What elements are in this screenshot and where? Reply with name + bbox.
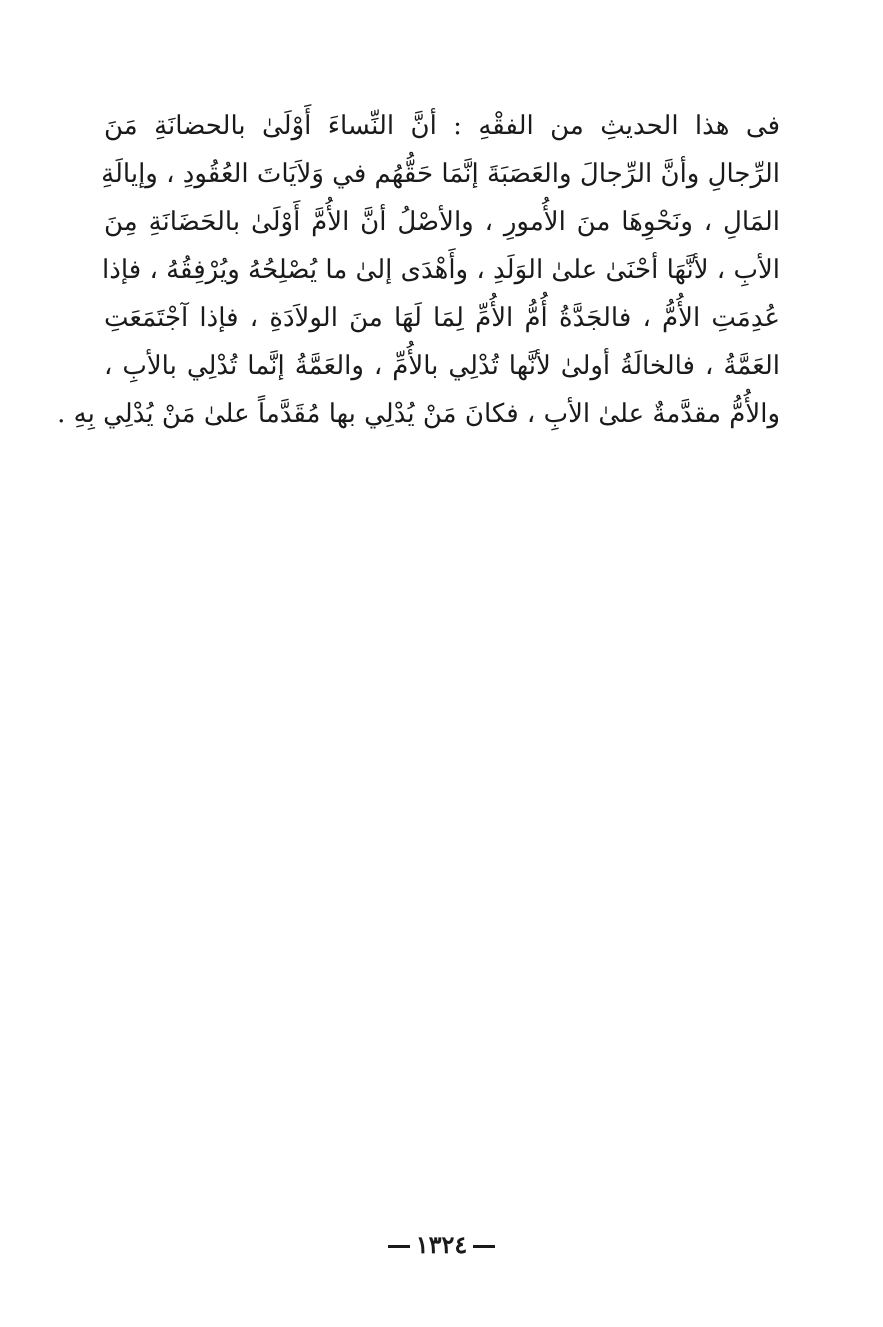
page-number-footer [0, 1230, 883, 1259]
text-line-3: المَالِ ، ونَحْوِهَا منَ الأُمورِ ، والأصْلُ أنَّ الأُمَّ أَوْلَىٰ بالحَضَانَةِ مِنَ [104, 207, 780, 237]
page-number: ١٣٢٤ [415, 1230, 468, 1259]
text-line-6: العَمَّةُ ، فالخالَةُ أولىٰ لأنَّها تُدْلِي بالأُمِّ ، والعَمَّةُ إنَّما تُدْلِي بالأبِ ، [104, 351, 780, 381]
text-line-4: الأبِ ، لأنَّهَا أحْنَىٰ علىٰ الوَلَدِ ، وأَهْدَى إلىٰ ما يُصْلِحُهُ ويُرْفِقُهُ ، فإذا [102, 255, 780, 285]
text-line-7: والأُمُّ مقدَّمةٌ علىٰ الأبِ ، فكانَ مَنْ يُدْلِي بها مُقَدَّماً علىٰ مَنْ يُدْلِي بِهِ . [57, 399, 780, 429]
left-dash [473, 1245, 495, 1248]
text-line-2: الرِّجالِ وأنَّ الرِّجالَ والعَصَبَةَ إنَّمَا حَقُّهُم في وَلاَيَاتَ العُقُودِ ، وإيالَةِ [101, 159, 780, 189]
text-line-5: عُدِمَتِ الأُمُّ ، فالجَدَّةُ أُمُّ الأُمِّ لِمَا لَهَا منَ الولاَدَةِ ، فإذا آجْتَمَعَتِ [104, 303, 780, 333]
text-line-1: فى هذا الحديثِ من الفقْهِ : أنَّ النِّساءَ أَوْلَىٰ بالحضانَةِ مَنَ [104, 111, 780, 141]
right-dash [388, 1245, 410, 1248]
body-paragraph [57, 102, 780, 438]
